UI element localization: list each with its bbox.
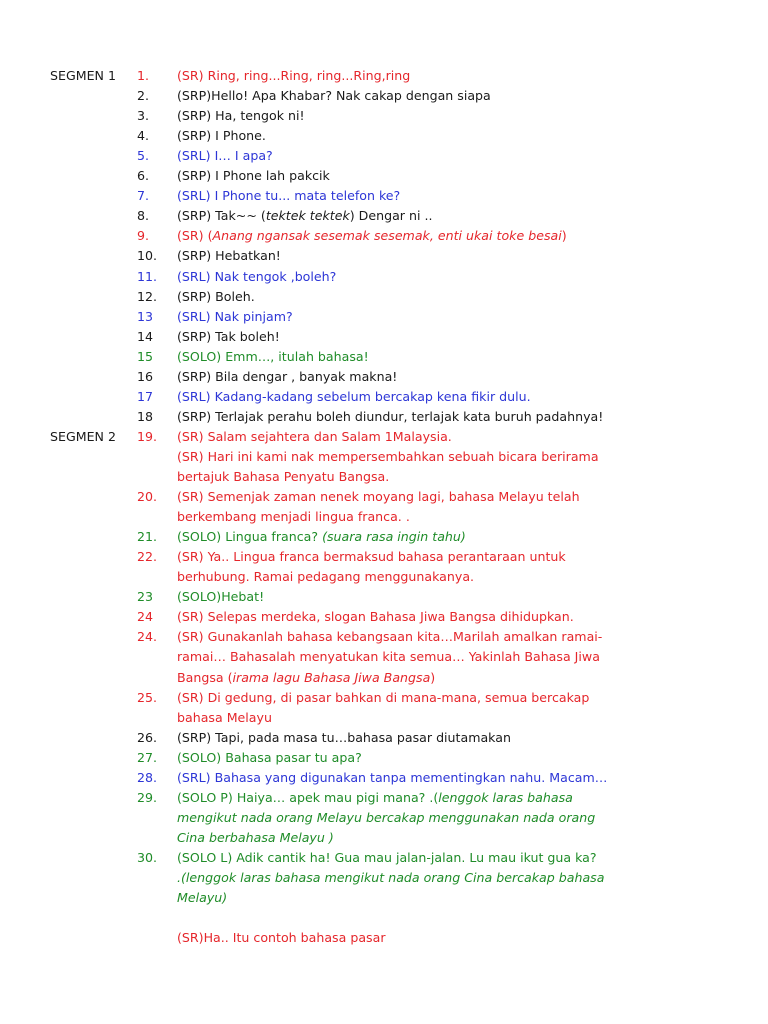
dialogue-text: (SRP) Bila dengar , banyak makna!	[177, 368, 398, 384]
line-text	[177, 708, 272, 728]
script-line	[0, 828, 768, 848]
line-text	[177, 427, 452, 447]
line-number: 23	[137, 589, 154, 605]
script-line	[0, 307, 768, 327]
line-number: 27.	[137, 749, 158, 765]
line-number: 9.	[137, 228, 150, 244]
line-number: 21.	[137, 529, 158, 545]
script-line	[0, 327, 768, 347]
script-line	[0, 908, 768, 928]
dialogue-text: (SRL) Bahasa yang digunakan tanpa mementingkan nahu. Macam…	[177, 769, 608, 785]
dialogue-text: bertajuk Bahasa Penyatu Bangsa.	[177, 469, 390, 484]
line-text	[177, 567, 474, 587]
stage-direction: irama lagu Bahasa Jiwa Bangsa	[232, 669, 431, 685]
script-line	[0, 66, 768, 86]
script-line	[0, 467, 768, 487]
line-text	[177, 267, 336, 287]
script-line	[0, 246, 768, 266]
line-text	[177, 728, 511, 748]
script-line	[0, 367, 768, 387]
dialogue-text: (SRP) Tapi, pada masa tu…bahasa pasar diutamakan	[177, 729, 511, 745]
line-number: 2.	[137, 88, 150, 104]
script-line	[0, 206, 768, 226]
dialogue-text: (SR) Ya.. Lingua franca bermaksud bahasa perantaraan untuk	[177, 549, 566, 565]
dialogue-text: (SRP) I Phone lah pakcik	[177, 168, 330, 184]
stage-direction: lenggok laras bahasa mengikut nada orang Cina bercakap bahasa	[185, 870, 605, 885]
line-text	[177, 888, 227, 908]
line-number: 28.	[137, 769, 158, 785]
dialogue-text: berhubung. Ramai pedagang menggunakanya.	[177, 569, 475, 585]
dialogue-text: (SRP) Tak boleh!	[177, 328, 280, 344]
script-line	[0, 708, 768, 728]
script-line	[0, 86, 768, 106]
script-line	[0, 126, 768, 146]
line-text	[177, 788, 573, 808]
script-line	[0, 226, 768, 246]
dialogue-text: (SRL) Kadang-kadang sebelum bercakap kena fikir dulu.	[177, 388, 531, 404]
dialogue-text: (SR) Ring, ring...Ring, ring...Ring,ring	[177, 68, 411, 83]
dialogue-text: )	[430, 669, 436, 685]
dialogue-text: (SR)Ha.. Itu contoh bahasa pasar	[177, 930, 386, 946]
stage-direction: (suara rasa ingin tahu)	[322, 529, 466, 545]
script-line	[0, 267, 768, 287]
line-number: 25.	[137, 689, 158, 705]
dialogue-text: (SRL) Nak tengok ,boleh?	[177, 268, 337, 284]
stage-direction: Cina berbahasa Melayu )	[177, 829, 334, 845]
dialogue-text: (SOLO) Emm…, itulah bahasa!	[177, 348, 369, 364]
line-number: 18	[137, 408, 154, 424]
script-line	[0, 607, 768, 627]
line-text	[177, 627, 602, 647]
dialogue-text: (SRP) I Phone.	[177, 128, 266, 144]
script-line	[0, 507, 768, 527]
line-text	[177, 226, 567, 246]
dialogue-text: ) Dengar ni ..	[349, 208, 433, 224]
line-number: 29.	[137, 789, 158, 805]
dialogue-text: Bangsa (	[177, 669, 233, 685]
script-line	[0, 547, 768, 567]
dialogue-text: (SR) Salam sejahtera dan Salam 1Malaysia.	[177, 428, 452, 444]
line-number: 3.	[137, 108, 150, 124]
line-text	[177, 647, 600, 667]
line-text	[177, 287, 255, 307]
line-text	[177, 467, 389, 487]
line-text	[177, 848, 597, 868]
script-line	[0, 186, 768, 206]
line-number: 10.	[137, 248, 158, 264]
script-line	[0, 868, 768, 888]
dialogue-text: (SRP) Terlajak perahu boleh diundur, terlajak kata buruh padahnya!	[177, 408, 604, 424]
script-line	[0, 527, 768, 547]
dialogue-text: (SR) (	[177, 228, 213, 244]
script-line	[0, 627, 768, 647]
line-text	[177, 66, 410, 86]
segment-label: SEGMEN 1	[50, 68, 116, 83]
line-text	[177, 86, 491, 106]
dialogue-text: bahasa Melayu	[177, 709, 272, 725]
line-text	[177, 387, 531, 407]
line-number: 6.	[137, 168, 150, 184]
line-text	[177, 487, 580, 507]
line-number: 7.	[137, 188, 150, 204]
line-number: 5.	[137, 148, 150, 164]
line-number: 16	[137, 368, 154, 384]
line-text	[177, 307, 293, 327]
line-text	[177, 507, 410, 527]
line-number: 17	[137, 388, 154, 404]
dialogue-text: (SRP) Ha, tengok ni!	[177, 108, 305, 124]
line-text	[177, 246, 281, 266]
script-line	[0, 166, 768, 186]
line-number: 20.	[137, 489, 158, 505]
dialogue-text: (SRL) I Phone tu... mata telefon ke?	[177, 188, 401, 204]
dialogue-text: (SR) Hari ini kami nak mempersembahkan sebuah bicara berirama	[177, 448, 599, 464]
line-text	[177, 146, 273, 166]
line-number: 24.	[137, 629, 158, 645]
line-text	[177, 527, 466, 547]
line-number: 13	[137, 308, 154, 324]
line-number: 11.	[137, 268, 158, 284]
line-text	[177, 367, 397, 387]
line-text	[177, 407, 603, 427]
stage-direction: mengikut nada orang Melayu bercakap menggunakan nada orang	[177, 809, 596, 825]
line-text	[177, 828, 334, 848]
script-line	[0, 567, 768, 587]
stage-direction: tektek tektek	[265, 208, 350, 224]
script-line	[0, 788, 768, 808]
dialogue-text: (SOLO P) Haiya… apek mau pigi mana? .(	[177, 789, 439, 805]
line-text	[177, 748, 362, 768]
script-line	[0, 287, 768, 307]
script-line	[0, 808, 768, 828]
script-line	[0, 146, 768, 166]
segment-label: SEGMEN 2	[50, 428, 116, 444]
dialogue-text: (SR) Gunakanlah bahasa kebangsaan kita…Marilah amalkan ramai-	[177, 629, 603, 645]
stage-direction: .(	[177, 870, 186, 885]
line-text	[177, 868, 604, 888]
line-text	[177, 106, 305, 126]
dialogue-text: berkembang menjadi lingua franca. .	[177, 509, 410, 525]
dialogue-text: (SOLO)Hebat!	[177, 589, 265, 605]
stage-direction: lenggok laras bahasa	[438, 789, 573, 805]
line-text	[177, 808, 595, 828]
line-number: 4.	[137, 128, 150, 144]
line-number: 12.	[137, 288, 158, 304]
script-line	[0, 888, 768, 908]
script-line	[0, 728, 768, 748]
script-line	[0, 768, 768, 788]
line-text	[177, 688, 589, 708]
line-text	[177, 166, 330, 186]
script-line	[0, 928, 768, 948]
line-text	[177, 447, 599, 467]
dialogue-text: (SOLO L) Adik cantik ha! Gua mau jalan-jalan. Lu mau ikut gua ka?	[177, 849, 597, 865]
line-number: 19.	[137, 428, 158, 444]
line-text	[177, 126, 266, 146]
dialogue-text: (SR) Di gedung, di pasar bahkan di mana-mana, semua bercakap	[177, 689, 590, 705]
line-text	[177, 768, 607, 788]
script-line	[0, 647, 768, 667]
dialogue-text: (SOLO) Bahasa pasar tu apa?	[177, 749, 362, 765]
dialogue-text: (SRL) Nak pinjam?	[177, 308, 293, 324]
line-number: 30.	[137, 849, 158, 865]
script-line	[0, 848, 768, 868]
script-line	[0, 587, 768, 607]
dialogue-text: (SRL) I… I apa?	[177, 148, 273, 164]
line-text	[177, 668, 435, 688]
script-line	[0, 688, 768, 708]
dialogue-text: (SR) Selepas merdeka, slogan Bahasa Jiwa Bangsa dihidupkan.	[177, 609, 574, 625]
dialogue-text: ramai… Bahasalah menyatukan kita semua… Yakinlah Bahasa Jiwa	[177, 649, 600, 665]
line-number: 26.	[137, 729, 158, 745]
script-line	[0, 748, 768, 768]
script-line	[0, 407, 768, 427]
line-number: 24	[137, 609, 154, 625]
script-line	[0, 668, 768, 688]
line-text	[177, 928, 386, 948]
script-line	[0, 447, 768, 467]
line-number: 1.	[137, 68, 150, 83]
line-text	[177, 347, 369, 367]
line-number: 14	[137, 328, 154, 344]
line-number: 8.	[137, 208, 150, 224]
line-number: 22.	[137, 549, 158, 565]
dialogue-text: (SRP) Hebatkan!	[177, 248, 281, 264]
line-text	[177, 186, 400, 206]
line-text	[177, 327, 280, 347]
line-text	[177, 206, 432, 226]
script-line	[0, 106, 768, 126]
line-number: 15	[137, 348, 154, 364]
script-line	[0, 427, 768, 447]
script-line	[0, 347, 768, 367]
dialogue-text: (SR) Semenjak zaman nenek moyang lagi, bahasa Melayu telah	[177, 489, 580, 505]
script-line	[0, 487, 768, 507]
line-text	[177, 607, 574, 627]
stage-direction: Anang ngansak sesemak sesemak, enti ukai toke besai	[212, 228, 562, 244]
dialogue-text: (SRP) Boleh.	[177, 288, 255, 304]
dialogue-text: (SOLO) Lingua franca?	[177, 529, 323, 545]
line-text	[177, 587, 264, 607]
dialogue-text: (SRP) Tak~~ (	[177, 208, 266, 224]
dialogue-text: (SRP)Hello! Apa Khabar? Nak cakap dengan siapa	[177, 88, 491, 104]
line-text	[177, 547, 566, 567]
dialogue-text: )	[561, 228, 567, 244]
script-line	[0, 387, 768, 407]
stage-direction: Melayu)	[177, 890, 228, 906]
